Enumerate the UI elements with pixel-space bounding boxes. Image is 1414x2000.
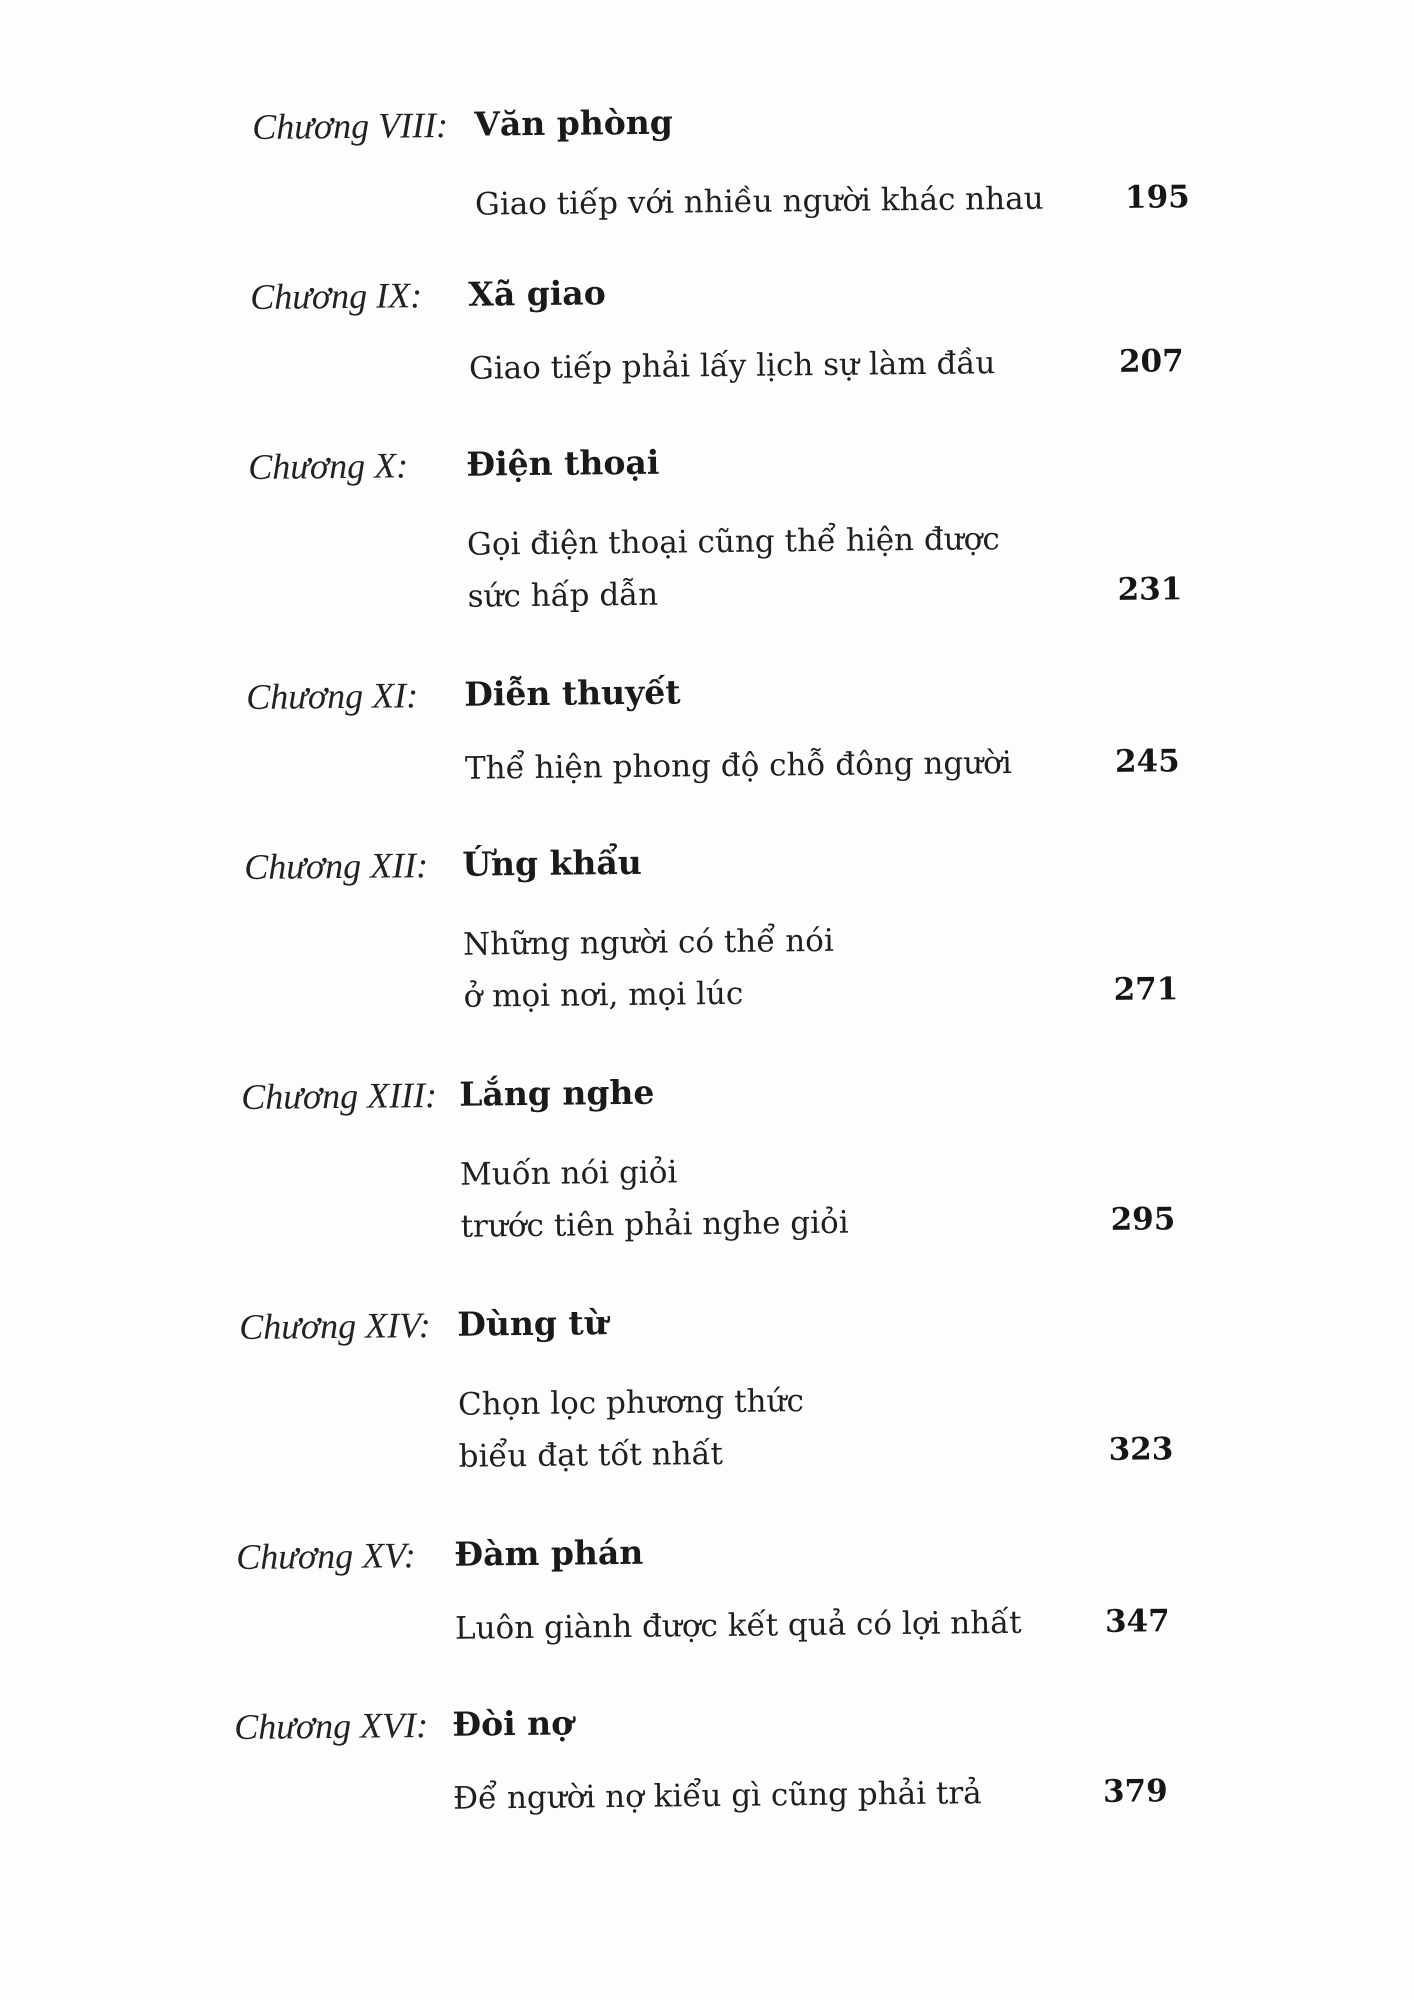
subtitle-line: Giao tiếp với nhiều người khác nhau [474, 180, 1044, 223]
chapter-title: Đòi nợ [452, 1703, 574, 1744]
chapter-subtitle [458, 1371, 1159, 1482]
subtitle-line: trước tiên phải nghe giỏi [460, 1204, 849, 1245]
chapter-heading [248, 433, 1248, 495]
page-number: 323 [1108, 1431, 1174, 1468]
chapter-subtitle [453, 1765, 1154, 1824]
page-number: 207 [1118, 343, 1184, 380]
toc-entry [241, 1063, 1241, 1245]
chapter-subtitle [460, 1141, 1161, 1252]
chapter-subtitle [463, 911, 1164, 1022]
chapter-subtitle [465, 735, 1166, 794]
chapter-title: Dùng từ [457, 1303, 608, 1344]
chapter-title: Xã giao [468, 273, 606, 314]
page-number: 231 [1117, 571, 1183, 608]
subtitle-line: Chọn lọc phương thức [457, 1383, 805, 1423]
subtitle-line: ở mọi nơi, mọi lúc [463, 975, 744, 1015]
toc-entry [244, 833, 1244, 1015]
chapter-label: Chương XII: [244, 845, 429, 887]
page-number: 271 [1113, 971, 1179, 1008]
chapter-label: Chương XI: [246, 675, 419, 717]
subtitle-line: Giao tiếp phải lấy lịch sự làm đầu [468, 345, 996, 387]
chapter-heading [244, 833, 1244, 895]
chapter-title: Diễn thuyết [464, 672, 681, 714]
subtitle-line: Luôn giành được kết quả có lợi nhất [454, 1604, 1022, 1647]
chapter-title: Đàm phán [454, 1532, 644, 1574]
chapter-heading [246, 663, 1246, 725]
chapter-label: Chương IX: [250, 275, 423, 317]
chapter-heading [236, 1523, 1236, 1585]
chapter-label: Chương XVI: [234, 1704, 429, 1747]
page-number: 195 [1124, 179, 1190, 216]
chapter-subtitle [467, 511, 1168, 622]
toc-entry [236, 1523, 1236, 1647]
chapter-label: Chương X: [248, 445, 409, 487]
page-number: 379 [1102, 1773, 1168, 1810]
chapter-subtitle [469, 335, 1170, 394]
subtitle-line: Muốn nói giỏi [459, 1154, 678, 1193]
chapter-label: Chương XIV: [239, 1304, 431, 1347]
chapter-title: Văn phòng [474, 102, 674, 144]
chapter-title: Ứng khẩu [462, 842, 643, 884]
subtitle-line: Gọi điện thoại cũng thể hiện được [466, 521, 1000, 563]
chapter-heading [234, 1693, 1234, 1755]
toc-entry [239, 1293, 1239, 1475]
chapter-label: Chương XV: [236, 1535, 416, 1577]
chapter-title: Lắng nghe [459, 1072, 655, 1114]
chapter-subtitle [475, 171, 1176, 230]
subtitle-line: Để người nợ kiểu gì cũng phải trả [452, 1775, 982, 1817]
subtitle-line: Thể hiện phong độ chỗ đông người [464, 744, 1012, 787]
chapter-heading [250, 263, 1250, 325]
page-number: 245 [1114, 743, 1180, 780]
toc-entry [252, 93, 1252, 223]
subtitle-line: biểu đạt tốt nhất [458, 1435, 724, 1475]
toc-entry [248, 433, 1248, 615]
subtitle-line: sức hấp dẫn [467, 576, 659, 615]
chapter-heading [241, 1063, 1241, 1125]
chapter-label: Chương XIII: [241, 1074, 438, 1117]
chapter-subtitle [455, 1595, 1156, 1654]
chapter-heading [252, 93, 1252, 155]
chapter-heading [239, 1293, 1239, 1355]
toc-entry [246, 663, 1246, 787]
toc-entry [250, 263, 1250, 387]
chapter-label: Chương VIII: [252, 104, 449, 147]
toc-entry [234, 1693, 1234, 1817]
chapter-title: Điện thoại [466, 442, 660, 484]
subtitle-line: Những người có thể nói [462, 922, 834, 963]
page-number: 347 [1104, 1603, 1170, 1640]
page-number: 295 [1110, 1201, 1176, 1238]
